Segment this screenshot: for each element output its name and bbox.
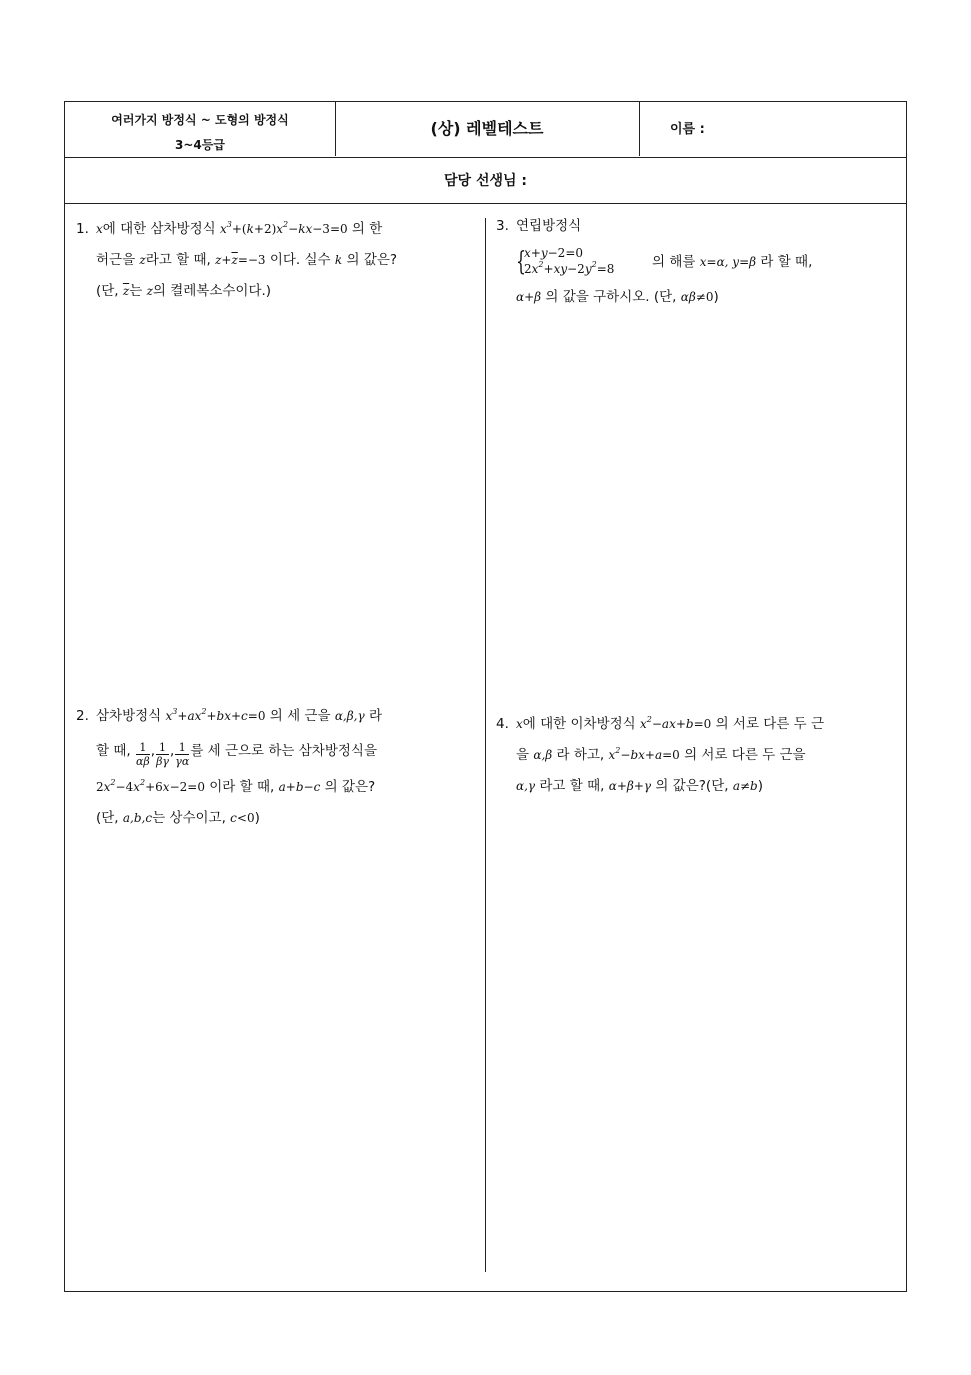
equation-system: { x+y−2=0 $2x^2+xy-2y^2=8$ (516, 246, 615, 277)
question-body (96, 701, 382, 834)
question-body (516, 709, 824, 802)
question-body (516, 211, 813, 313)
question-line: 허근을 z라고 할 때, $z+\overline{z}=-3$ 이다. 실수 k 의 값은? (96, 252, 398, 268)
question-line: 삼차방정식 $x^3+ax^2+bx+c=0$ 의 세 근을 α,β,γ 라 (96, 707, 382, 724)
column-divider (485, 218, 486, 1272)
topic-cell (65, 102, 336, 156)
test-title: (상) 레벨테스트 (335, 102, 640, 156)
header-row (65, 102, 906, 158)
question-number: 2. (76, 708, 89, 724)
question-line: (단, $\overline{z}$는 z의 켤레복소수이다.) (96, 283, 272, 299)
name-label: 이름 : (670, 122, 705, 137)
question-number: 3. (496, 218, 509, 234)
question-line: 연립방정식 (516, 218, 582, 234)
question-number: 1. (76, 221, 89, 237)
question-number: 4. (496, 716, 509, 732)
question-body (96, 214, 397, 307)
question-line: x에 대한 삼차방정식 $x^3+(k+2)x^2-kx-3=0$ 의 한 (96, 220, 383, 237)
question-line: α+β 의 값을 구하시오. (단, αβ≠0) (516, 289, 719, 305)
question-line: 을 α,β 라 하고, $x^2-bx+a=0$ 의 서로 다른 두 근을 (516, 746, 806, 763)
topic-line2: 3~4등급 (175, 138, 225, 152)
teacher-label: 담당 선생님 : (65, 157, 906, 204)
question-line: α,γ 라고 할 때, α+β+γ 의 값은?(단, a≠b) (516, 778, 764, 794)
question-line: (단, a,b,c는 상수이고, c<0) (96, 810, 260, 826)
topic-line1: 여러가지 방정식 ~ 도형의 방정식 (111, 113, 289, 127)
question-line: { x+y−2=0 $2x^2+xy-2y^2=8$ 의 해를 x=α, y=β 라 할 때, (516, 246, 813, 277)
question-line: 할 때, $\frac{1}{\alpha\beta}$ , $\frac{1}{\beta\gamma}$ , $\frac{1}{\gamma\alpha}$ 를 세 근으로 하는 삼차방정식을 (96, 741, 378, 768)
question-line: x에 대한 이차방정식 $x^2-ax+b=0$ 의 서로 다른 두 근 (516, 715, 825, 732)
question-line: $2x^2-4x^2+6x-2=0$ 이라 할 때, a+b−c 의 값은? (96, 778, 376, 795)
